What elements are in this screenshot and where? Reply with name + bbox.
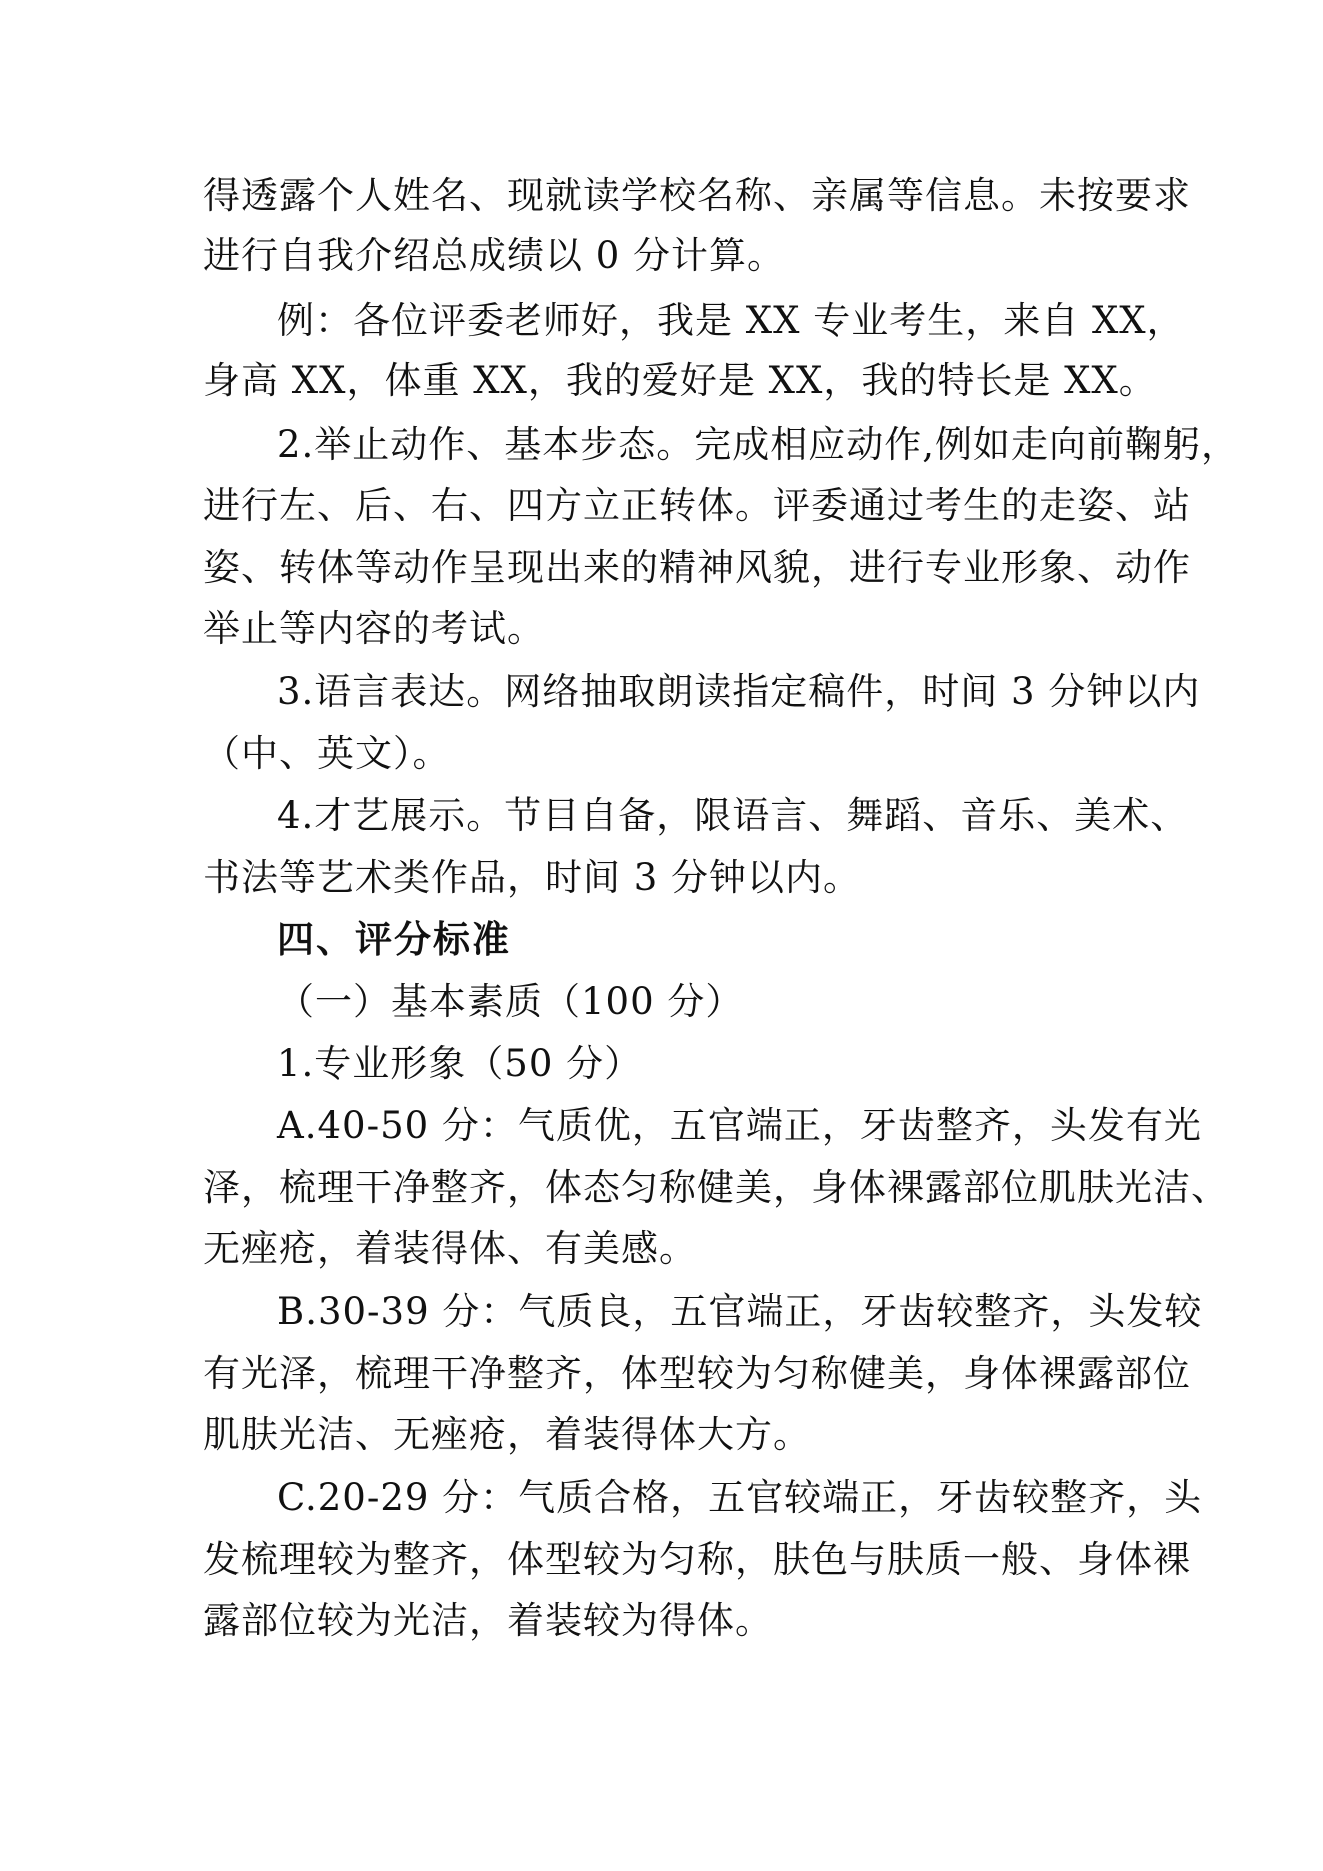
body-line: 露部位较为光洁，着装较为得体。 — [203, 1599, 773, 1642]
body-line: B.30-39 分：气质良，五官端正，牙齿较整齐，头发较 — [277, 1290, 1203, 1333]
body-line: C.20-29 分：气质合格，五官较端正，牙齿较整齐，头 — [277, 1476, 1203, 1519]
subsection-heading: （一）基本素质（100 分） — [277, 980, 744, 1023]
section-heading: 四、评分标准 — [277, 917, 511, 961]
body-line: 身高 XX，体重 XX，我的爱好是 XX，我的特长是 XX。 — [203, 359, 1157, 402]
body-line: 得透露个人姓名、现就读学校名称、亲属等信息。未按要求 — [203, 174, 1191, 217]
body-line: 3.语言表达。网络抽取朗读指定稿件，时间 3 分钟以内 — [277, 670, 1201, 713]
body-line: A.40-50 分：气质优，五官端正，牙齿整齐，头发有光 — [277, 1104, 1202, 1147]
body-line: 进行自我介绍总成绩以 0 分计算。 — [203, 234, 786, 277]
body-line: 例：各位评委老师好，我是 XX 专业考生，来自 XX， — [277, 299, 1185, 342]
body-line: 泽，梳理干净整齐，体态匀称健美，身体裸露部位肌肤光洁、 — [203, 1166, 1229, 1209]
body-line: 无痤疮，着装得体、有美感。 — [203, 1227, 697, 1270]
body-line: 书法等艺术类作品，时间 3 分钟以内。 — [203, 856, 862, 899]
body-line: 举止等内容的考试。 — [203, 607, 545, 650]
body-line: 有光泽，梳理干净整齐，体型较为匀称健美，身体裸露部位 — [203, 1352, 1191, 1395]
body-line: （中、英文）。 — [203, 732, 451, 775]
body-line: 发梳理较为整齐，体型较为匀称，肤色与肤质一般、身体裸 — [203, 1538, 1191, 1581]
body-line: 肌肤光洁、无痤疮，着装得体大方。 — [203, 1413, 811, 1456]
item-heading: 1.专业形象（50 分） — [277, 1042, 643, 1085]
body-line: 4.才艺展示。节目自备，限语言、舞蹈、音乐、美术、 — [277, 794, 1189, 837]
body-line: 姿、转体等动作呈现出来的精神风貌，进行专业形象、动作 — [203, 546, 1191, 589]
body-line: 进行左、后、右、四方立正转体。评委通过考生的走姿、站 — [203, 484, 1191, 527]
body-line: 2.举止动作、基本步态。完成相应动作,例如走向前鞠躬， — [277, 423, 1240, 466]
